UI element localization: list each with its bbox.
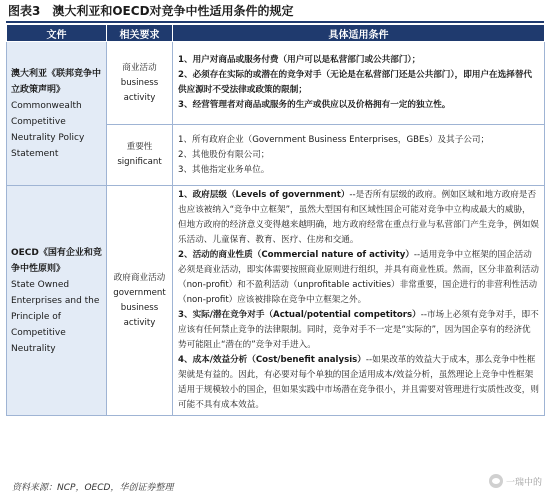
rules-table xyxy=(6,24,545,416)
figure-title xyxy=(8,2,294,20)
req-en: government business activity xyxy=(113,287,166,328)
source-note: 资料来源：NCP，OECD，华创证券整理 xyxy=(12,483,174,493)
condition-item: 1、所有政府企业（Government Business Enterprises，GBEs）及其子公司； xyxy=(178,134,490,145)
cond-cell xyxy=(173,42,545,125)
doc-cell-oecd xyxy=(7,186,107,416)
condition-head: 3、实际/潜在竞争对手（Actual/potential competitors） xyxy=(178,310,421,320)
header-cond: 具体适用条件 xyxy=(173,25,545,42)
condition-body: --是否所有层级的政府。例如区域和地方政府是否也应该被纳入“竞争中立框架”，虽然大型国有和区域性国企可能对竞争中立构成最大的威胁，但地方政府的经济意义变得越来越明确，地方政府经常在重点行业与私营部门产生竞争，例如娱乐活动、儿童保育、教育、医疗、住房和交通。 xyxy=(178,190,539,245)
req-cell xyxy=(107,125,173,186)
req-en: significant xyxy=(117,157,162,167)
title-rule xyxy=(6,21,544,23)
doc-name-en: Commonwealth Competitive Neutrality Policy Statement xyxy=(11,100,85,159)
condition-item: 2、其他股份有限公司； xyxy=(178,149,270,160)
req-cn: 商业活动 xyxy=(122,62,157,73)
header-req: 相关要求 xyxy=(107,25,173,42)
doc-cell-australia xyxy=(7,42,107,186)
watermark-text: 一瑞中的 xyxy=(505,477,542,488)
condition-item: 3、其他指定业务单位。 xyxy=(178,164,270,175)
condition-head: 4、成本/效益分析（Cost/benefit analysis） xyxy=(178,355,366,365)
wechat-icon xyxy=(489,474,503,488)
condition-head: 1、政府层级（Levels of government） xyxy=(178,190,350,200)
header-doc: 文件 xyxy=(7,25,107,42)
condition-item xyxy=(178,248,539,308)
req-cn: 政府商业活动 xyxy=(113,272,166,283)
doc-name-cn: 澳大利亚《联邦竞争中立政策声明》 xyxy=(11,68,102,95)
condition-item: 2、必须存在实际的或潜在的竞争对手（无论是在私营部门还是公共部门），即用户在选择替代供应源时不受法律或政策的限制； xyxy=(178,70,533,95)
cond-cell xyxy=(173,125,545,186)
condition-item: 3、经营管理者对商品或服务的生产或供应以及价格拥有一定的独立性。 xyxy=(178,100,451,110)
cond-cell xyxy=(173,186,545,416)
condition-body: --适用竞争中立框架的国企活动必须是商业活动，即实体需要按照商业原则进行组织，并具有商业性质。然而，区分非盈利活动（non-profit）和不盈利活动（unprofitable activities）非常重要，国企进行的非营利性活动（non-profit）应该被排除在竞争中立框架之外。 xyxy=(178,250,539,305)
req-cell xyxy=(107,42,173,125)
figure-number: 图表3 xyxy=(8,4,41,18)
req-cell xyxy=(107,186,173,416)
table-row xyxy=(7,186,545,416)
req-en: business activity xyxy=(120,77,159,103)
header-row xyxy=(7,25,545,42)
doc-name-en: State Owned Enterprises and the Principle of Competitive Neutrality xyxy=(11,279,100,354)
condition-body: --市场上必须有竞争对手，即不应该有任何禁止竞争的法律限制。同时，竞争对手不一定是“实际的”，因为国企享有的经济优势可能阻止“潜在的”竞争对手进入。 xyxy=(178,310,539,350)
watermark xyxy=(489,474,542,488)
table-row xyxy=(7,42,545,125)
condition-item: 1、用户对商品或服务付费（用户可以是私营部门或公共部门）； xyxy=(178,55,421,65)
figure-title-text: 澳大利亚和OECD对竞争中性适用条件的规定 xyxy=(52,4,294,18)
condition-item xyxy=(178,308,539,353)
condition-item xyxy=(178,353,539,413)
req-cn: 重要性 xyxy=(126,142,153,152)
condition-body: --如果改革的效益大于成本，那么竞争中性框架就是有益的。因此，有必要对每个单独的国企适用成本/效益分析，虽然理论上竞争中性框架适用于规模较小的国企，但如果实践中市场潜在竞争很小，并且需要对管理进行实质性改变，则可能不具有成本效益。 xyxy=(178,355,539,410)
doc-name-cn: OECD《国有企业和竞争中性原则》 xyxy=(11,247,102,274)
condition-item xyxy=(178,188,539,248)
condition-head: 2、活动的商业性质（Commercial nature of activity） xyxy=(178,250,414,260)
